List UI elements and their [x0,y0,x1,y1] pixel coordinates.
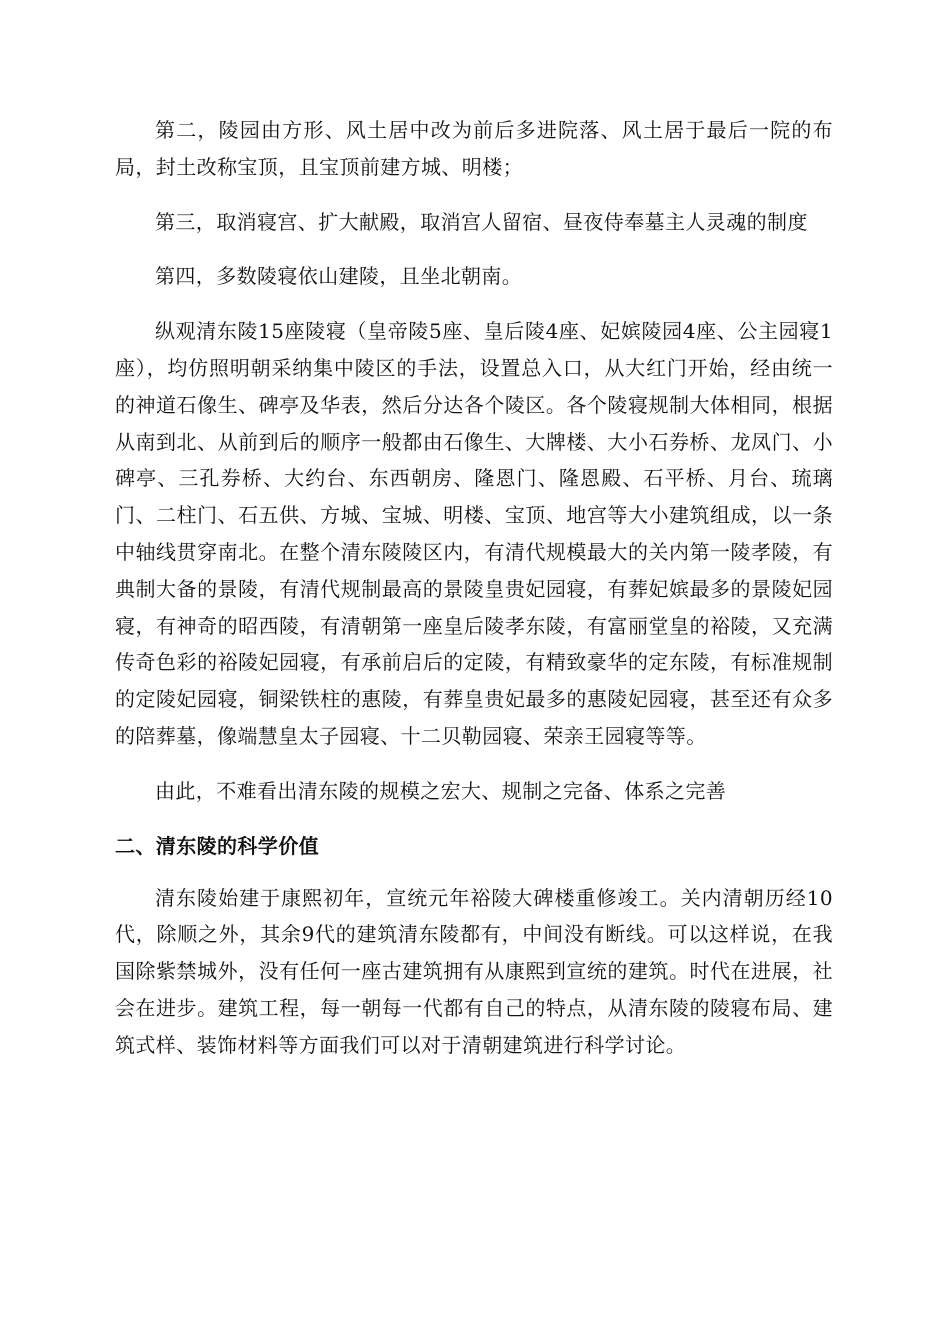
paragraph-overview: 纵观清东陵15座陵寝（皇帝陵5座、皇后陵4座、妃嫔陵园4座、公主园寝1座），均仿照明朝采纳集中陵区的手法，设置总入口，从大红门开始，经由统一的神道石像生、碑亭及华表，然后分达各个陵区。各个陵寝规制大体相同，根据从南到北、从前到后的顺序一般都由石像生、大牌楼、大小石券桥、龙凤门、小碑亭、三孔券桥、大约台、东西朝房、隆恩门、隆恩殿、石平桥、月台、琉璃门、二柱门、石五供、方城、宝城、明楼、宝顶、地宫等大小建筑组成，以一条中轴线贯穿南北。在整个清东陵陵区内，有清代规模最大的关内第一陵孝陵，有典制大备的景陵，有清代规制最高的景陵皇贵妃园寝，有葬妃嫔最多的景陵妃园寝，有神奇的昭西陵，有清朝第一座皇后陵孝东陵，有富丽堂皇的裕陵，又充满传奇色彩的裕陵妃园寝，有承前启后的定陵，有精致豪华的定东陵，有标准规制的定陵妃园寝，铜梁铁柱的惠陵，有葬皇贵妃最多的惠陵妃园寝，甚至还有众多的陪葬墓，像端慧皇太子园寝、十二贝勒园寝、荣亲王园寝等等。 [115,319,833,748]
paragraph-second-point: 第二，陵园由方形、风土居中改为前后多进院落、风土居于最后一院的布局，封土改称宝顶，且宝顶前建方城、明楼； [115,118,833,179]
section-heading: 二、清东陵的科学价值 [115,833,319,858]
paragraph-scientific-value: 清东陵始建于康熙初年，宣统元年裕陵大碑楼重修竣工。关内清朝历经10代，除顺之外，其余9代的建筑清东陵都有，中间没有断线。可以这样说，在我国除紫禁城外，没有任何一座古建筑拥有从康熙到宣统的建筑。时代在进展，社会在进步。建筑工程，每一朝每一代都有自己的特点，从清东陵的陵寝布局、建筑式样、装饰材料等方面我们可以对于清朝建筑进行科学讨论。 [115,885,833,1057]
paragraph-conclusion: 由此，不难看出清东陵的规模之宏大、规制之完备、体系之完善 [155,778,727,803]
paragraph-fourth-point: 第四，多数陵寝依山建陵，且坐北朝南。 [155,264,523,289]
document-page [115,112,833,1082]
paragraph-third-point: 第三，取消寝宫、扩大献殿，取消宫人留宿、昼夜侍奉墓主人灵魂的制度 [155,209,808,234]
